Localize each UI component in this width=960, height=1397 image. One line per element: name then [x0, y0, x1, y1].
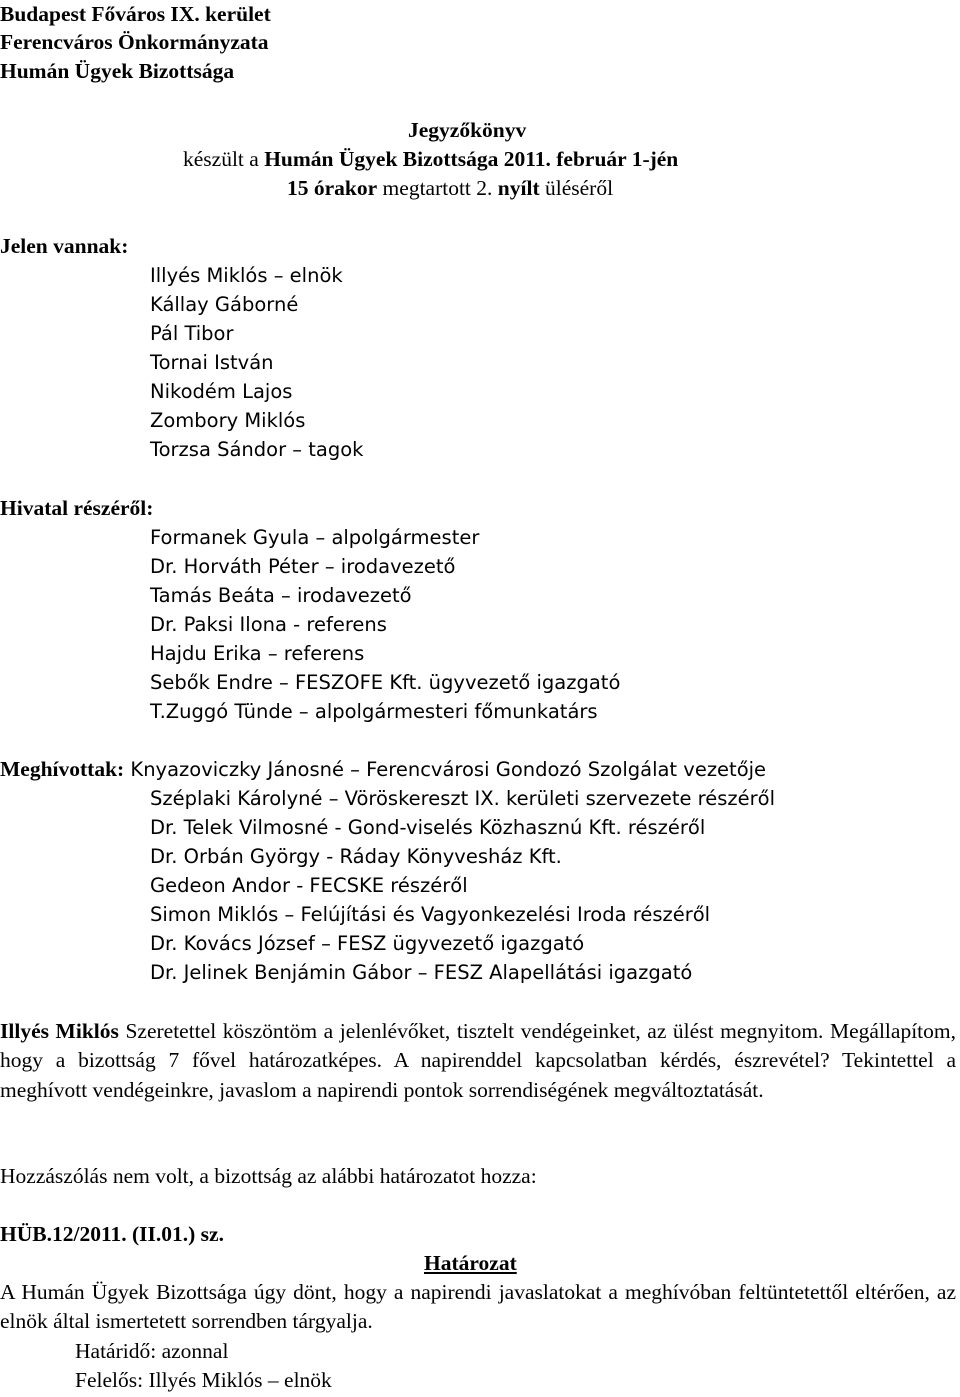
office-member: Formanek Gyula – alpolgármester — [150, 526, 480, 549]
invited-member: Simon Miklós – Felújítási és Vagyonkezelési Iroda részéről — [150, 903, 711, 926]
resolution-number: HÜB.12/2011. (II.01.) sz. — [0, 1222, 224, 1246]
opening-speech — [0, 1017, 956, 1105]
resolution-deadline: Határidő: azonnal — [75, 1339, 229, 1363]
title-held: megtartott 2. — [377, 176, 498, 200]
title-line-3 — [287, 174, 613, 203]
title-session: üléséről — [539, 176, 614, 200]
title-open: nyílt — [497, 176, 540, 200]
resolution-text: A Humán Ügyek Bizottsága úgy dönt, hogy a napirendi javaslatokat a meghívóban feltüntetettől eltérően, az elnök által ismertetett sorrendben tárgyalja. — [0, 1280, 956, 1334]
present-member: Zombory Miklós — [150, 409, 306, 432]
title-line-2 — [183, 145, 678, 174]
present-member: Torzsa Sándor – tagok — [150, 438, 364, 461]
office-member: Sebők Endre – FESZOFE Kft. ügyvezető igazgató — [150, 671, 621, 694]
present-member: Illyés Miklós – elnök — [150, 264, 343, 287]
invited-first-line — [0, 755, 766, 784]
resolution-heading: Határozat — [424, 1251, 517, 1275]
office-label: Hivatal részéről: — [0, 496, 154, 520]
invited-member: Dr. Jelinek Benjámin Gábor – FESZ Alapellátási igazgató — [150, 961, 693, 984]
present-label: Jelen vannak: — [0, 234, 129, 258]
resolution-responsible: Felelős: Illyés Miklós – elnök — [75, 1368, 332, 1392]
invited-member: Dr. Telek Vilmosné - Gond-viselés Közhasznú Kft. részéről — [150, 816, 706, 839]
office-member: T.Zuggó Tünde – alpolgármesteri főmunkatárs — [150, 700, 598, 723]
present-member: Kállay Gáborné — [150, 293, 299, 316]
office-member: Dr. Horváth Péter – irodavezető — [150, 555, 456, 578]
present-member: Pál Tibor — [150, 322, 234, 345]
header-line-2: Ferencváros Önkormányzata — [0, 30, 269, 54]
office-member: Hajdu Erika – referens — [150, 642, 365, 665]
header-line-3: Humán Ügyek Bizottsága — [0, 59, 235, 83]
title-made-by: készült a — [183, 147, 265, 171]
title-time: 15 órakor — [287, 176, 378, 200]
invited-member: Dr. Orbán György - Ráday Könyvesház Kft. — [150, 845, 562, 868]
invited-member: Gedeon Andor - FECSKE részéről — [150, 874, 468, 897]
header-line-1: Budapest Főváros IX. kerület — [0, 2, 271, 26]
speech-text: Szeretettel köszöntöm a jelenlévőket, tisztelt vendégeinket, az ülést megnyitom. Megállapítom, hogy a bizottság 7 fővel határozatképes. A napirenddel kapcsolatban kérdés, észrevétel? Tekintettel a meghívott vendégeinkre, javaslom a napirendi pontok sorrendiségének megváltoztatását. — [0, 1019, 956, 1102]
invited-member: Dr. Kovács József – FESZ ügyvezető igazgató — [150, 932, 585, 955]
office-member: Tamás Beáta – irodavezető — [150, 584, 412, 607]
speaker-name: Illyés Miklós — [0, 1019, 119, 1043]
office-member: Dr. Paksi Ilona - referens — [150, 613, 387, 636]
invited-label: Meghívottak: — [0, 757, 125, 781]
invited-member: Knyazoviczky Jánosné – Ferencvárosi Gondozó Szolgálat vezetője — [124, 758, 767, 781]
present-member: Nikodém Lajos — [150, 380, 293, 403]
title-committee-date: Humán Ügyek Bizottsága 2011. február 1-jén — [264, 147, 679, 171]
document-title: Jegyzőkönyv — [408, 118, 527, 142]
invited-member: Széplaki Károlyné – Vöröskereszt IX. kerületi szervezete részéről — [150, 787, 776, 810]
no-comment-line: Hozzászólás nem volt, a bizottság az alábbi határozatot hozza: — [0, 1164, 537, 1188]
present-member: Tornai István — [150, 351, 274, 374]
